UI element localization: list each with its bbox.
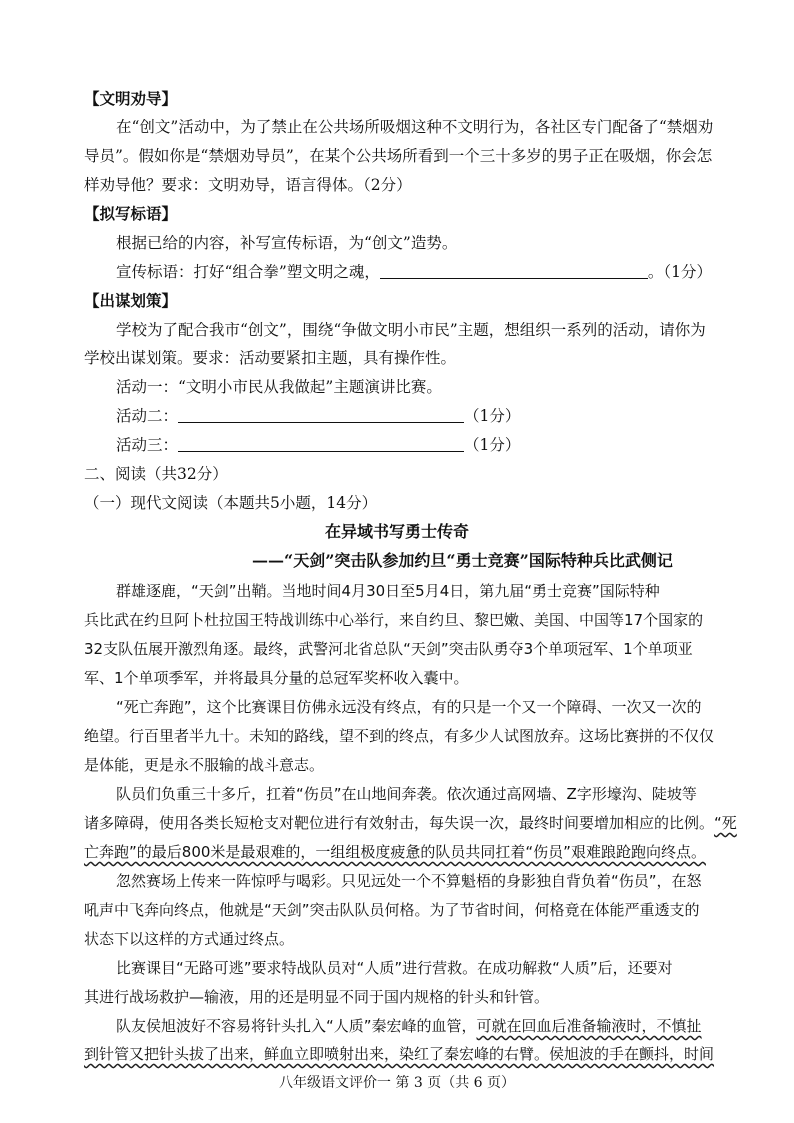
p3-line-1: 队员们负重三十多斤，扛着“伤员”在山地间奔袭。依次通过高网墙、Z字形壕沟、陡坡等 xyxy=(116,785,697,803)
p3-line-2 xyxy=(84,812,737,834)
p2-line-1: “死亡奔跑”，这个比赛课目仿佛永远没有终点，有的只是一个又一个障碍、一次又一次的 xyxy=(116,698,702,716)
p6-line-2 xyxy=(84,1043,714,1065)
p6-text: 队友侯旭波好不容易将针头扎入“人质”秦宏峰的血管， xyxy=(116,1017,477,1035)
page-footer: 八年级语文评价一 第 3 页（共 6 页） xyxy=(278,1075,516,1091)
slogan-answer-blank[interactable] xyxy=(380,262,648,279)
p2-line-3: 是体能，更是永不服输的战斗意志。 xyxy=(84,756,325,774)
p2-line-2: 绝望。行百里者半九十。未知的路线，望不到的终点，有多少人试图放弃。这场比赛拼的不仅仅 xyxy=(84,727,715,745)
activity-3-line xyxy=(116,434,520,456)
reading-subheading: （一）现代文阅读（本题共5小题，14分） xyxy=(84,494,378,512)
p6-wavy-start: 可就在回血后准备输液时，不慎扯 xyxy=(476,1017,702,1035)
p1-line-2: 兵比武在约旦阿卜杜拉国王特战训练中心举行，来自约旦、黎巴嫩、美国、中国等17个国家的 xyxy=(84,611,704,629)
p1-line-3: 32支队伍展开激烈角逐。最终，武警河北省总队“天剑”突击队勇夺3个单项冠军、1个单项亚 xyxy=(84,640,693,658)
heading-chumou: 【出谋划策】 xyxy=(84,291,178,310)
p3-line-3 xyxy=(84,841,706,863)
activity-1: 活动一：“文明小市民从我做起”主题演讲比赛。 xyxy=(116,378,442,396)
wenming-line-1: 在“创文”活动中，为了禁止在公共场所吸烟这种不文明行为，各社区专门配备了“禁烟劝 xyxy=(116,118,714,136)
heading-wenming: 【文明劝导】 xyxy=(84,89,178,108)
p6-wavy-continued: 到针管又把针头拔了出来，鲜血立即喷射出来，染红了秦宏峰的右臂。侯旭波的手在颤抖，时间 xyxy=(84,1045,715,1063)
activity-3-label: 活动三： xyxy=(116,436,179,454)
article-subtitle: ——“天剑”突击队参加约旦“勇士竞赛”国际特种兵比武侧记 xyxy=(252,551,673,570)
wenming-line-2: 导员”。假如你是“禁烟劝导员”，在某个公共场所看到一个三十多岁的男子正在吸烟，你会怎 xyxy=(84,147,713,165)
heading-biaoyu: 【拟写标语】 xyxy=(84,204,178,223)
p4-line-2: 吼声中飞奔向终点，他就是“天剑”突击队队员何格。为了节省时间，何格竟在体能严重透支的 xyxy=(84,901,700,919)
p3-underlined-sentence: 亡奔跑”的最后800米是最艰难的，一组组极度疲惫的队员共同扛着“伤员”艰难踉跄跑向终点。 xyxy=(84,843,706,861)
activity-3-score: （1分） xyxy=(464,436,521,454)
p5-line-1: 比赛课目“无路可逃”要求特战队员对“人质”进行营救。在成功解救“人质”后，还要对 xyxy=(116,959,673,977)
p4-line-1: 忽然赛场上传来一阵惊呼与喝彩。只见远处一个不算魁梧的身影独自背负着“伤员”，在怒 xyxy=(116,872,702,890)
p6-line-1 xyxy=(116,1015,702,1037)
activity-2-score: （1分） xyxy=(464,407,521,425)
p1-line-1: 群雄逐鹿，“天剑”出鞘。当地时间4月30日至5月4日，第九届“勇士竞赛”国际特种 xyxy=(116,582,660,600)
activity-2-label: 活动二： xyxy=(116,407,179,425)
reading-heading: 二、阅读（共32分） xyxy=(84,465,228,483)
p5-line-2: 其进行战场救护—输液，用的还是明显不同于国内规格的针头和针管。 xyxy=(84,988,550,1006)
biaoyu-instruction: 根据已给的内容，补写宣传标语，为“创文”造势。 xyxy=(116,234,458,252)
chumou-line-1: 学校为了配合我市“创文”，围绕“争做文明小市民”主题，想组织一系列的活动，请你为 xyxy=(116,321,706,339)
chumou-line-2: 学校出谋划策。要求：活动要紧扣主题，具有操作性。 xyxy=(84,349,457,367)
activity-2-answer-blank[interactable] xyxy=(178,406,464,423)
article-title: 在异域书写勇士传奇 xyxy=(324,522,469,541)
slogan-prefix: 宣传标语：打好“组合拳”塑文明之魂， xyxy=(116,263,380,281)
activity-2-line xyxy=(116,405,520,427)
p1-line-4: 军、1个单项季军，并将最具分量的总冠军奖杯收入囊中。 xyxy=(84,669,469,687)
slogan-line xyxy=(116,261,712,283)
activity-3-answer-blank[interactable] xyxy=(178,435,464,452)
p4-line-3: 状态下以这样的方式通过终点。 xyxy=(84,930,295,948)
p3-line-2-text: 诸多障碍，使用各类长短枪支对靶位进行有效射击，每失误一次，最终时间要增加相应的比例。 xyxy=(84,814,715,832)
wenming-line-3: 样劝导他？要求：文明劝导，语言得体。（2分） xyxy=(84,176,412,194)
p3-underlined-start: “死 xyxy=(714,814,737,832)
slogan-suffix: 。（1分） xyxy=(647,263,712,281)
